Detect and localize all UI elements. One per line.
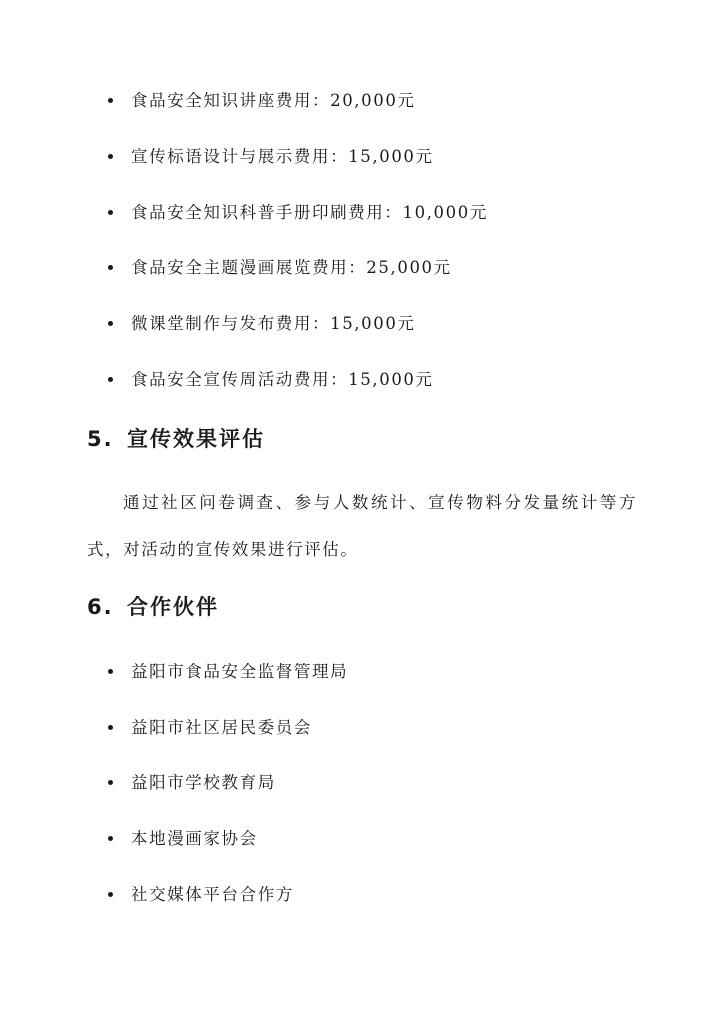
list-item <box>108 308 416 336</box>
list-item-text: 食品安全宣传周活动费用：15,000元 <box>131 370 434 389</box>
evaluation-paragraph: 通过社区问卷调查、参与人数统计、宣传物料分发量统计等方式，对活动的宣传效果进行评估。 <box>87 493 637 559</box>
list-item-text: 食品安全主题漫画展览费用：25,000元 <box>131 258 452 277</box>
section-number: 6. <box>87 595 114 619</box>
list-item <box>108 879 294 907</box>
list-item <box>108 656 348 684</box>
section-number: 5. <box>87 427 114 451</box>
bullet-icon <box>108 154 113 159</box>
bullet-icon <box>108 892 113 897</box>
list-item <box>108 364 434 392</box>
list-item-text: 益阳市食品安全监督管理局 <box>131 662 349 681</box>
list-item-text: 益阳市社区居民委员会 <box>131 718 312 737</box>
bullet-icon <box>108 780 113 785</box>
list-item <box>108 767 276 795</box>
list-item-text: 食品安全知识科普手册印刷费用：10,000元 <box>131 203 488 222</box>
list-item-text: 宣传标语设计与展示费用：15,000元 <box>131 147 434 166</box>
list-item-text: 食品安全知识讲座费用：20,000元 <box>131 91 416 110</box>
section-heading-partners <box>87 591 219 621</box>
bullet-icon <box>108 210 113 215</box>
bullet-icon <box>108 377 113 382</box>
list-item-text: 微课堂制作与发布费用：15,000元 <box>131 314 416 333</box>
list-item <box>108 85 416 113</box>
bullet-icon <box>108 321 113 326</box>
list-item-text: 益阳市学校教育局 <box>131 773 276 792</box>
bullet-icon <box>108 836 113 841</box>
section-title: 合作伙伴 <box>127 595 219 619</box>
list-item <box>108 252 452 280</box>
bullet-icon <box>108 669 113 674</box>
list-item <box>108 823 258 851</box>
list-item-text: 社交媒体平台合作方 <box>131 885 294 904</box>
bullet-icon <box>108 265 113 270</box>
bullet-icon <box>108 725 113 730</box>
section-heading-evaluation <box>87 423 265 453</box>
bullet-icon <box>108 98 113 103</box>
section-title: 宣传效果评估 <box>127 427 265 451</box>
list-item <box>108 197 488 225</box>
list-item <box>108 141 434 169</box>
list-item-text: 本地漫画家协会 <box>131 829 258 848</box>
list-item <box>108 712 312 740</box>
